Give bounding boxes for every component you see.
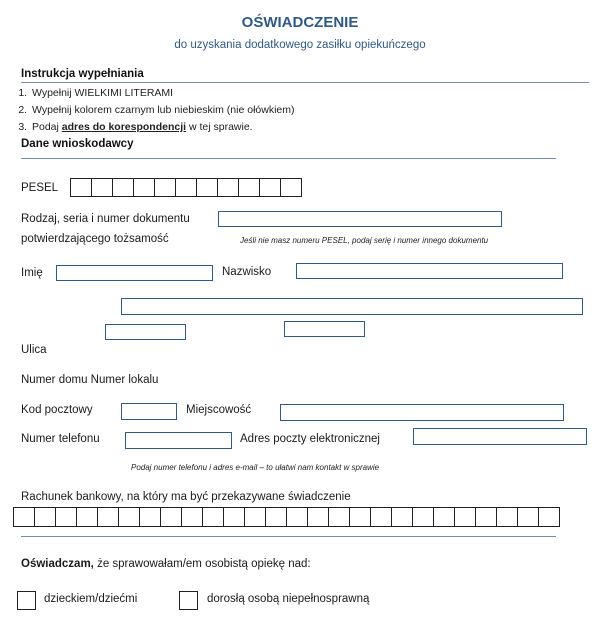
adult-checkbox[interactable] [179,591,198,610]
house-apartment-label: Numer domu Numer lokalu [21,374,159,386]
pesel-digit-cell[interactable] [91,178,113,197]
bank-digit-cell[interactable] [496,507,518,527]
pesel-digit-cell[interactable] [196,178,218,197]
bank-digit-cell[interactable] [265,507,287,527]
house-number-field[interactable] [105,324,186,340]
bank-digit-cell[interactable] [118,507,140,527]
child-checkbox[interactable] [17,591,36,610]
document-number-field[interactable] [218,211,502,227]
bank-account-label: Rachunek bankowy, na który ma być przekazywane świadczenie [21,491,351,503]
bank-digit-cell[interactable] [517,507,539,527]
bank-digit-cell[interactable] [307,507,329,527]
applicant-heading: Dane wnioskodawcy [21,138,134,150]
phone-field[interactable] [125,432,232,449]
first-name-field[interactable] [56,265,213,281]
bank-digit-cell[interactable] [538,507,560,527]
instruction-item: 2. Wypełnij kolorem czarnym lub niebieskim (nie ołówkiem) [30,102,295,119]
bank-account-input[interactable] [13,507,559,527]
pesel-digit-cell[interactable] [175,178,197,197]
street-field[interactable] [121,298,583,315]
phone-label: Numer telefonu [21,433,100,445]
first-name-label: Imię [21,267,43,279]
instruction-emphasis: adres do korespondencji [61,121,187,133]
bank-digit-cell[interactable] [349,507,371,527]
bank-digit-cell[interactable] [202,507,224,527]
bank-digit-cell[interactable] [454,507,476,527]
pesel-label: PESEL [21,182,59,194]
instruction-item: 1. Wypełnij WIELKIMI LITERAMI [30,85,295,102]
bank-digit-cell[interactable] [412,507,434,527]
pesel-digit-cell[interactable] [133,178,155,197]
instructions-heading: Instrukcja wypełniania [21,68,144,80]
bank-digit-cell[interactable] [34,507,56,527]
last-name-label: Nazwisko [222,266,272,278]
declaration-text: Oświadczam, że sprawowałam/em osobistą opiekę nad: [21,558,311,570]
instructions-divider [21,82,589,83]
bank-digit-cell[interactable] [328,507,350,527]
pesel-digit-cell[interactable] [280,178,302,197]
bank-digit-cell[interactable] [139,507,161,527]
bank-digit-cell[interactable] [433,507,455,527]
document-label-line2: potwierdzającego tożsamość [21,233,169,245]
pesel-input[interactable] [70,178,301,197]
last-name-field[interactable] [296,263,563,279]
bank-digit-cell[interactable] [13,507,35,527]
postal-code-label: Kod pocztowy [21,404,93,416]
instructions-list [12,85,295,136]
bank-digit-cell[interactable] [55,507,77,527]
bank-digit-cell[interactable] [370,507,392,527]
apartment-number-field[interactable] [284,321,365,337]
document-label-line1: Rodzaj, seria i numer dokumentu [21,213,190,225]
pesel-digit-cell[interactable] [70,178,92,197]
bank-digit-cell[interactable] [391,507,413,527]
email-label: Adres poczty elektronicznej [240,433,380,445]
bank-digit-cell[interactable] [181,507,203,527]
pesel-digit-cell[interactable] [259,178,281,197]
applicant-divider [21,158,556,159]
document-note: Jeśli nie masz numeru PESEL, podaj serię i numer innego dokumentu [240,236,489,245]
adult-option-label: dorosłą osobą niepełnosprawną [207,593,370,605]
bank-digit-cell[interactable] [97,507,119,527]
bank-digit-cell[interactable] [76,507,98,527]
city-label: Miejscowość [186,404,252,416]
bank-digit-cell[interactable] [475,507,497,527]
bank-digit-cell[interactable] [286,507,308,527]
form-subtitle: do uzyskania dodatkowego zasiłku opiekuńczego [174,39,426,51]
instruction-item: 3. Podaj adres do korespondencji w tej sprawie. [30,119,295,136]
city-field[interactable] [280,404,564,421]
postal-code-field[interactable] [121,403,177,420]
pesel-digit-cell[interactable] [112,178,134,197]
contact-note: Podaj numer telefonu i adres e-mail – to ułatwi nam kontakt w sprawie [131,463,380,472]
bank-divider [21,536,556,537]
pesel-digit-cell[interactable] [154,178,176,197]
street-label: Ulica [21,344,47,356]
email-field[interactable] [413,428,587,445]
pesel-digit-cell[interactable] [217,178,239,197]
bank-digit-cell[interactable] [244,507,266,527]
form-title: OŚWIADCZENIE [241,14,359,31]
child-option-label: dzieckiem/dziećmi [44,593,138,605]
bank-digit-cell[interactable] [160,507,182,527]
bank-digit-cell[interactable] [223,507,245,527]
pesel-digit-cell[interactable] [238,178,260,197]
